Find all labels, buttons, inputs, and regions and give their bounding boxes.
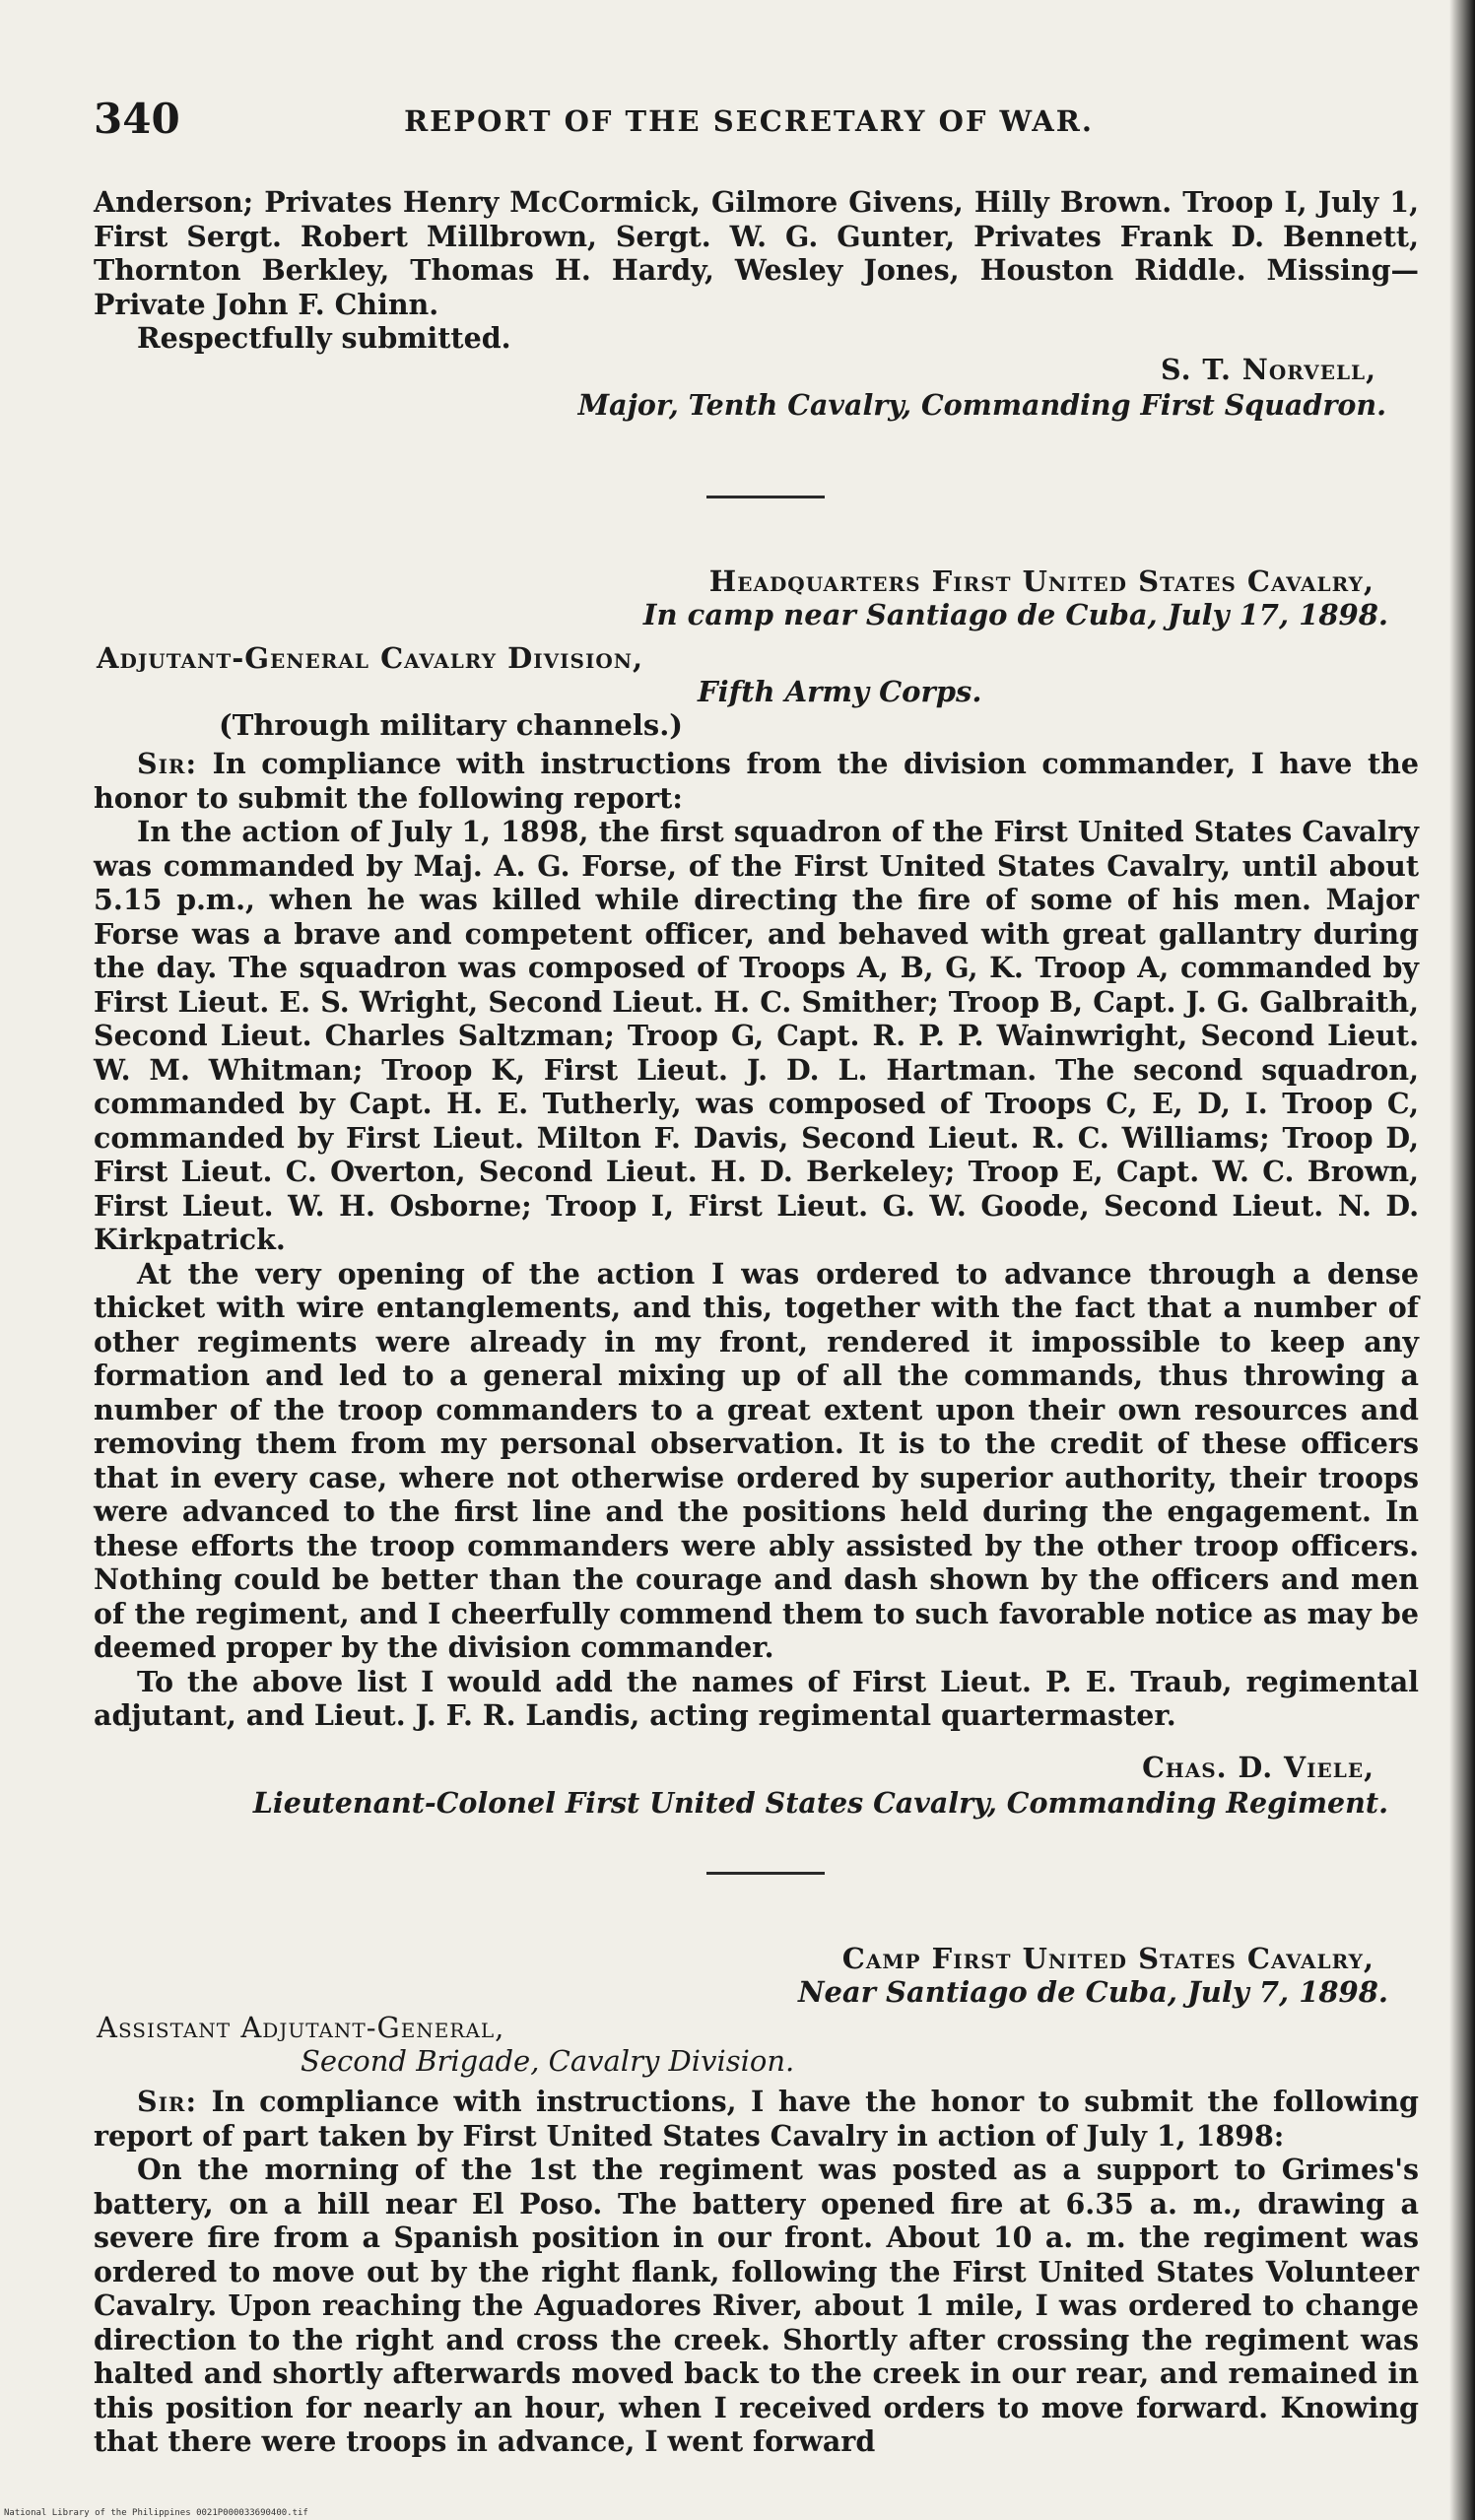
addressee: Adjutant-General Cavalry Division, (97, 641, 644, 675)
paragraph-action: At the very opening of the action I was ordered to advance through a dense thicket with wire entanglements, and this, together with the fact that a number of other regiments were already in my front, rendered it impossible to keep any formation and led to a general mixing up of all the commands, thus throwing a number of the troop commanders to a great extent upon their own resources and removing them from my personal observation. It is to the credit of these officers that in every case, where not otherwise ordered by superior authority, their troops were advanced to the first line and the positions held during the engagement. In these efforts the troop commanders were ably assisted by the other troop officers. Nothing could be better than the courage and dash shown by the officers and men of the regiment, and I cheerfully commend them to such favorable notice as may be deemed proper by the division commander. (94, 1256, 1419, 1664)
channel-note: (Through military channels.) (219, 708, 684, 742)
section1-paragraph: Anderson; Privates Henry McCormick, Gilmore Givens, Hilly Brown. Troop I, July 1, First Sergt. Robert Millbrown, Sergt. W. G. Gunter, Privates Frank D. Bennett, Thornton Berkley, Thomas H. Hardy, Wesley Jones, Houston Riddle. Missing—Private John F. Chinn. (94, 185, 1419, 321)
paragraph-text: In compliance with instructions, I have the honor to submit the following report of part taken by First United States Cavalry in action of July 1, 1898: (94, 2085, 1419, 2153)
section-divider (706, 1872, 825, 1875)
letter-dateline: In camp near Santiago de Cuba, July 17, 1898. (642, 598, 1388, 631)
salutation: Sir: (137, 2085, 198, 2118)
page-header (94, 95, 1404, 154)
paragraph-additions: To the above list I would add the names of First Lieut. P. E. Traub, regimental adjutant, and Lieut. J. F. R. Landis, acting regimental quartermaster. (94, 1664, 1419, 1732)
section2-body (94, 747, 1419, 1733)
addressee: Assistant Adjutant-General, (97, 2011, 505, 2044)
addressee-unit: Second Brigade, Cavalry Division. (301, 2044, 795, 2078)
scan-footer: National Library of the Philippines 0021P000033690400.tif (4, 2508, 308, 2518)
binding-shadow (1449, 0, 1475, 2520)
section3-body (94, 2085, 1419, 2459)
page-number: 340 (94, 95, 180, 143)
paragraph-narrative: On the morning of the 1st the regiment was posted as a support to Grimes's battery, on a hill near El Poso. The battery opened fire at 6.35 a. m., drawing a severe fire from a Spanish position in our front. About 10 a. m. the regiment was ordered to move out by the right flank, following the First United States Volunteer Cavalry. Upon reaching the Aguadores River, about 1 mile, I was ordered to change direction to the right and cross the creek. Shortly after crossing the regiment was halted and shortly afterwards moved back to the creek in our rear, and remained in this position for nearly an hour, when I received orders to move forward. Knowing that there were troops in advance, I went forward (94, 2153, 1419, 2458)
signature-name: S. T. Norvell, (1161, 353, 1376, 386)
letter-dateline: Near Santiago de Cuba, July 7, 1898. (797, 1975, 1388, 2009)
addressee-unit: Fifth Army Corps. (698, 675, 982, 708)
signature-title: Major, Tenth Cavalry, Commanding First Squadron. (577, 388, 1386, 422)
salutation: Sir: (137, 747, 198, 780)
closing-line: Respectfully submitted. (137, 321, 511, 355)
paragraph-opening (94, 2085, 1419, 2153)
letter-heading: Headquarters First United States Cavalry, (708, 564, 1374, 598)
signature-title: Lieutenant-Colonel First United States Cavalry, Commanding Regiment. (252, 1786, 1388, 1820)
letter-heading: Camp First United States Cavalry, (841, 1942, 1374, 1975)
section1-body (94, 185, 1419, 356)
signature-name: Chas. D. Viele, (1142, 1751, 1374, 1784)
paragraph-squadrons: In the action of July 1, 1898, the first squadron of the First United States Cavalry was commanded by Maj. A. G. Forse, of the First United States Cavalry, until about 5.15 p.m., when he was killed while directing the fire of some of his men. Major Forse was a brave and competent officer, and behaved with great gallantry during the day. The squadron was composed of Troops A, B, G, K. Troop A, commanded by First Lieut. E. S. Wright, Second Lieut. H. C. Smither; Troop B, Capt. J. G. Galbraith, Second Lieut. Charles Saltzman; Troop G, Capt. R. P. P. Wainwright, Second Lieut. W. M. Whitman; Troop K, First Lieut. J. D. L. Hartman. The second squadron, commanded by Capt. H. E. Tutherly, was composed of Troops C, E, D, I. Troop C, commanded by First Lieut. Milton F. Davis, Second Lieut. R. C. Williams; Troop D, First Lieut. C. Overton, Second Lieut. H. D. Berkeley; Troop E, Capt. W. C. Brown, First Lieut. W. H. Osborne; Troop I, First Lieut. G. W. Goode, Second Lieut. N. D. Kirkpatrick. (94, 815, 1419, 1256)
paragraph-opening (94, 747, 1419, 815)
section-divider (706, 496, 825, 498)
paragraph-text: In compliance with instructions from the division commander, I have the honor to submit the following report: (94, 747, 1419, 815)
running-head: REPORT OF THE SECRETARY OF WAR. (404, 104, 1094, 138)
